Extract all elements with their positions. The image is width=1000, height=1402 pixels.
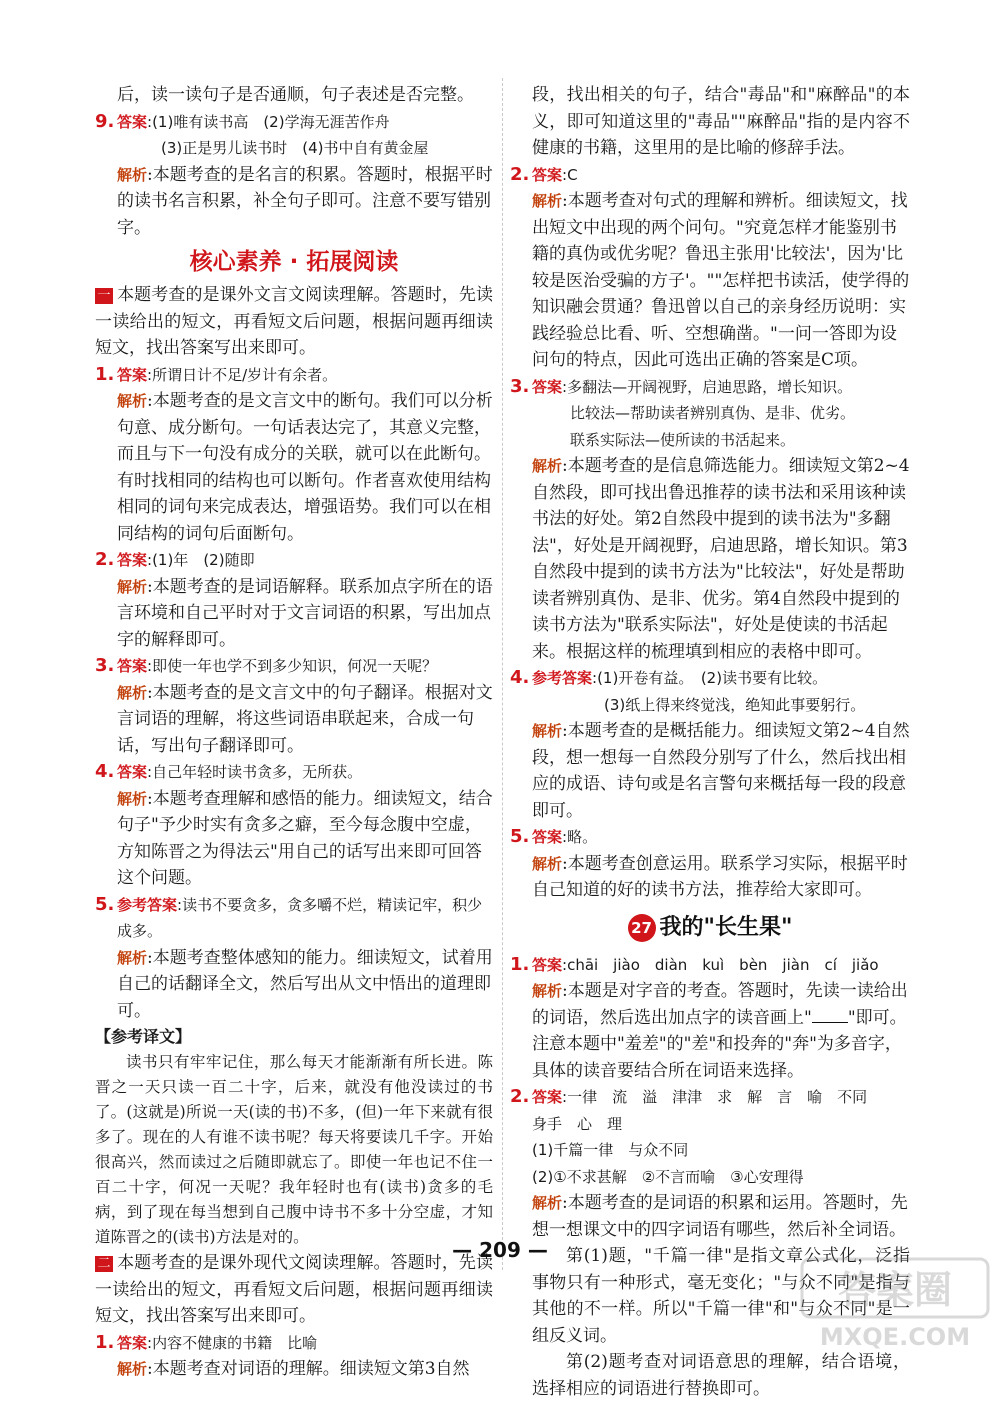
answer-tag: 答案 [532, 165, 563, 184]
answer-text: :即使一年也学不到多少知识，何况一天呢？ [147, 657, 438, 675]
answer-tag: 答案 [117, 1333, 148, 1352]
analysis-text: :本题考查对词语的理解。细读短文第3自然 [147, 1359, 470, 1379]
question-4 [510, 665, 910, 824]
lesson-question-1 [510, 952, 910, 1085]
continuation-text: 后，读一读句子是否通顺，句子表述是否完整。 [117, 85, 474, 105]
answer-line: :多翻法—开阔视野，启迪思路，增长知识。 [562, 377, 853, 396]
question-number: 3. [95, 655, 115, 676]
answer-line: :一律 流 溢 津津 求 解 言 喻 不同 [562, 1088, 868, 1106]
answer-line: (3)纸上得来终觉浅，绝知此事要躬行。 [604, 695, 866, 714]
analysis-tag: 解析 [532, 982, 563, 1000]
answer-text: :所谓日计不足/岁计有余者。 [147, 365, 338, 384]
watermark-logo [800, 1257, 990, 1352]
answer-line: 身手 心 理 [532, 1114, 623, 1133]
question-1 [95, 362, 493, 548]
analysis-tag: 解析 [532, 457, 563, 475]
analysis-text: :本题考查的是词语的积累和运用。答题时，先想一想课文中的四字词语有哪些，然后补全词语。 [532, 1193, 908, 1240]
answer-line: (1)千篇一律 与众不同 [532, 1141, 689, 1159]
question-1-part-two [95, 1330, 493, 1383]
analysis-text: :本题考查创意运用。联系学习实际，根据平时自己知道的好的读书方法，推荐给大家即可。 [532, 853, 908, 900]
right-column [510, 82, 910, 1402]
question-number: 9. [95, 110, 115, 132]
analysis-tag: 解析 [117, 948, 148, 967]
question-5 [95, 892, 493, 1025]
analysis-tag: 解析 [117, 165, 148, 184]
answer-text: :C [562, 165, 578, 184]
part-text: 本题考查的是课外文言文阅读理解。答题时，先读一读给出的短文，再看短文后问题，根据问题再细读短文，找出答案写出来即可。 [95, 285, 493, 358]
blank-line [812, 1008, 848, 1023]
page-number: — 209 — [452, 1238, 548, 1262]
part-badge: 二 [95, 1256, 113, 1272]
answer-line: 比较法—帮助读者辨别真伪、是非、优劣。 [570, 404, 856, 422]
answer-text: :略。 [562, 828, 598, 846]
answer-text: :内容不健康的书籍 比喻 [147, 1333, 318, 1352]
question-2 [510, 162, 910, 374]
answer-tag: 答案 [117, 657, 148, 675]
question-number: 4. [510, 667, 530, 688]
analysis-text-cont: "即可。注意本题中"羞差"的"差"和投奔的"奔"为多音字，具体的读音要结合所在词语来选择。 [532, 1007, 907, 1081]
analysis-text: :本题考查的是文言文中的句子翻译。根据对文言词语的理解，将这些词语串联起来，合成一句话，写出句子翻译即可。 [117, 682, 493, 756]
lesson-title [510, 908, 910, 948]
answer-line: (3)正是男儿读书时 (4)书中自有黄金屋 [161, 139, 429, 157]
question-4 [95, 759, 493, 892]
answer-tag: 参考答案 [117, 895, 178, 914]
answer-tag: 答案 [117, 551, 148, 569]
left-column [95, 82, 493, 1383]
part-text: 本题考查的是课外现代文阅读理解。答题时，先读一读给出的短文，再看短文后问题，根据问题再细读短文，找出答案写出来即可。 [95, 1253, 493, 1326]
analysis-paragraph: 第(2)题考查对词语意思的理解，结合语境，选择相应的词语进行替换即可。 [532, 1352, 910, 1399]
question-5 [510, 824, 910, 904]
answer-tag: 答案 [117, 763, 148, 781]
analysis-tag: 解析 [117, 789, 148, 808]
question-number: 2. [510, 1086, 530, 1107]
analysis-text: :本题考查的是文言文中的断句。我们可以分析句意、成分断句。一句话表达完了，其意义完整，而且与下一句没有成分的关联，就可以在此断句。有时找相同的结构也可以断句。作者喜欢使用结构相同的词句来完成表达，增强语势。我们可以在相同结构的词句后面断句。 [117, 391, 493, 544]
answer-line: 联系实际法—使所读的书活起来。 [570, 430, 796, 449]
question-3 [510, 374, 910, 666]
part-one-intro [95, 282, 493, 362]
analysis-tag: 解析 [117, 683, 148, 702]
analysis-text: :本题是对字音的考查。答题时，先读一读给出的词语，然后选出加点字的读音画上" [532, 981, 908, 1028]
analysis-text: :本题考查的是名言的积累。答题时，根据平时的读书名言积累，补全句子即可。注意不要写错别字。 [117, 164, 493, 238]
section-title: 核心素养 · 拓展阅读 [189, 249, 399, 275]
question-number: 4. [95, 761, 115, 782]
answer-tag: 答案 [532, 955, 563, 974]
analysis-text: :本题考查整体感知的能力。细读短文，试着用自己的话翻译全文，然后写出从文中悟出的道理即可。 [117, 947, 493, 1021]
analysis-tag: 解析 [532, 1194, 563, 1212]
analysis-tag: 解析 [117, 577, 148, 596]
analysis-text: :本题考查对句式的理解和辨析。细读短文，找出短文中出现的两个问句。"究竟怎样才能鉴别书籍的真伪或优劣呢？鲁迅主张用'比较法'，因为'比较是医治受骗的方子'。""怎样把书读活，使学得的知识融会贯通？鲁迅曾以自己的亲身经历说明：实践经验总比看、听、空想确凿。"一问一答即为设问句的特点，因此可选出正确的答案是C项。 [532, 191, 910, 370]
lesson-title-text: 我的"长生果" [659, 914, 793, 940]
part-badge: 一 [95, 288, 113, 304]
question-9 [95, 109, 493, 242]
answer-line: (2)①不求甚解 ②不言而喻 ③心安理得 [532, 1167, 804, 1186]
analysis-text: :本题考查的是信息筛选能力。细读短文第2~4自然段，即可找出鲁迅推荐的读书法和采用该种读书法的好处。第2自然段中提到的读书法为"多翻法"，好处是开阔视野，启迪思路，增长知识。第3自然段中提到的读书方法为"比较法"，好处是帮助读者辨别真伪、是非、优劣。第4自然段中提到的读书方法为"联系实际法"，好处是使读的书活起来。根据这样的梳理填到相应的表格中即可。 [532, 456, 910, 662]
question-number: 5. [510, 826, 530, 847]
question-number: 1. [95, 1331, 115, 1353]
answer-tag: 答案 [117, 365, 148, 384]
watermark-url: MXQE.COM [819, 1323, 971, 1351]
answer-tag: 答案 [117, 112, 148, 131]
question-number: 1. [95, 363, 115, 385]
question-number: 1. [510, 953, 530, 975]
answer-tag: 答案 [532, 828, 563, 846]
question-number: 3. [510, 375, 530, 397]
answer-tag: 参考答案 [532, 669, 593, 687]
question-3 [95, 653, 493, 759]
analysis-tag: 解析 [117, 392, 148, 410]
lesson-number-badge: 27 [628, 914, 656, 942]
analysis-tag: 解析 [532, 722, 563, 740]
column-divider [502, 78, 503, 1270]
question-number: 2. [95, 549, 115, 570]
pinyin-answer: :chāi jiào diàn kuì bèn jiàn cí jiǎo [562, 955, 879, 974]
answer-text: :自己年轻时读书贪多，无所获。 [147, 763, 363, 781]
answer-text: :(1)年 (2)随即 [147, 551, 255, 569]
answer-tag: 答案 [532, 1088, 563, 1106]
answer-line: :(1)唯有读书高 (2)学海无涯苦作舟 [147, 112, 390, 131]
analysis-text: :本题考查的是词语解释。联系加点字所在的语言环境和自己平时对于文言词语的积累，写出加点字的解释即可。 [117, 576, 493, 650]
analysis-text: :本题考查的是概括能力。细读短文第2~4自然段，想一想每一自然段分别写了什么，然后找出相应的成语、诗句或是名言警句来概括每一段的段意即可。 [532, 721, 910, 821]
answer-line: :(1)开卷有益。 (2)读书要有比较。 [592, 669, 828, 687]
analysis-paragraph: 第(1)题，"千篇一律"是指文章公式化，泛指事物只有一种形式，毫无变化；"与众不同"是指与其他的不一样。所以"千篇一律"和"与众不同"是一组反义词。 [532, 1246, 910, 1346]
question-number: 2. [510, 163, 530, 185]
analysis-tag: 解析 [117, 1360, 148, 1378]
continuation-text: 段，找出相关的句子，结合"毒品"和"麻醉品"的本义，即可知道这里的"毒品""麻醉品"指的是内容不健康的书籍，这里用的是比喻的修辞手法。 [532, 85, 910, 158]
answer-text: :读书不要贪多，贪多嚼不烂，精读记牢，积少成多。 [117, 895, 483, 940]
analysis-tag: 解析 [532, 192, 563, 210]
reference-translation-title: 【参考译文】 [95, 1027, 192, 1046]
reference-translation-text: 读书只有牢牢记住，那么每天才能渐渐有所长进。陈晋之一天只读一百二十字，后来，就没有他没读过的书了。(这就是)所说一天(读的书)不多，(但)一年下来就有很多了。现在的人有谁不读书呢？每天将要读几千字。开始很高兴，然而读过之后随即就忘了。即使一年也记不住一百二十字，何况一天呢？我年轻时也有(读书)贪多的毛病，到了现在每当想到自己腹中诗书不多十分空虚，才知道陈晋之的(读书)方法是对的。 [95, 1053, 493, 1246]
question-2 [95, 547, 493, 653]
analysis-tag: 解析 [532, 854, 563, 873]
analysis-text: :本题考查理解和感悟的能力。细读短文，结合句子"予少时实有贪多之癖，至今每念腹中空虚，方知陈晋之为得法云"用自己的话写出来即可回答这个问题。 [117, 788, 493, 888]
question-number: 5. [95, 893, 115, 915]
watermark-text: 答案圈 [837, 1268, 953, 1312]
answer-tag: 答案 [532, 377, 563, 396]
